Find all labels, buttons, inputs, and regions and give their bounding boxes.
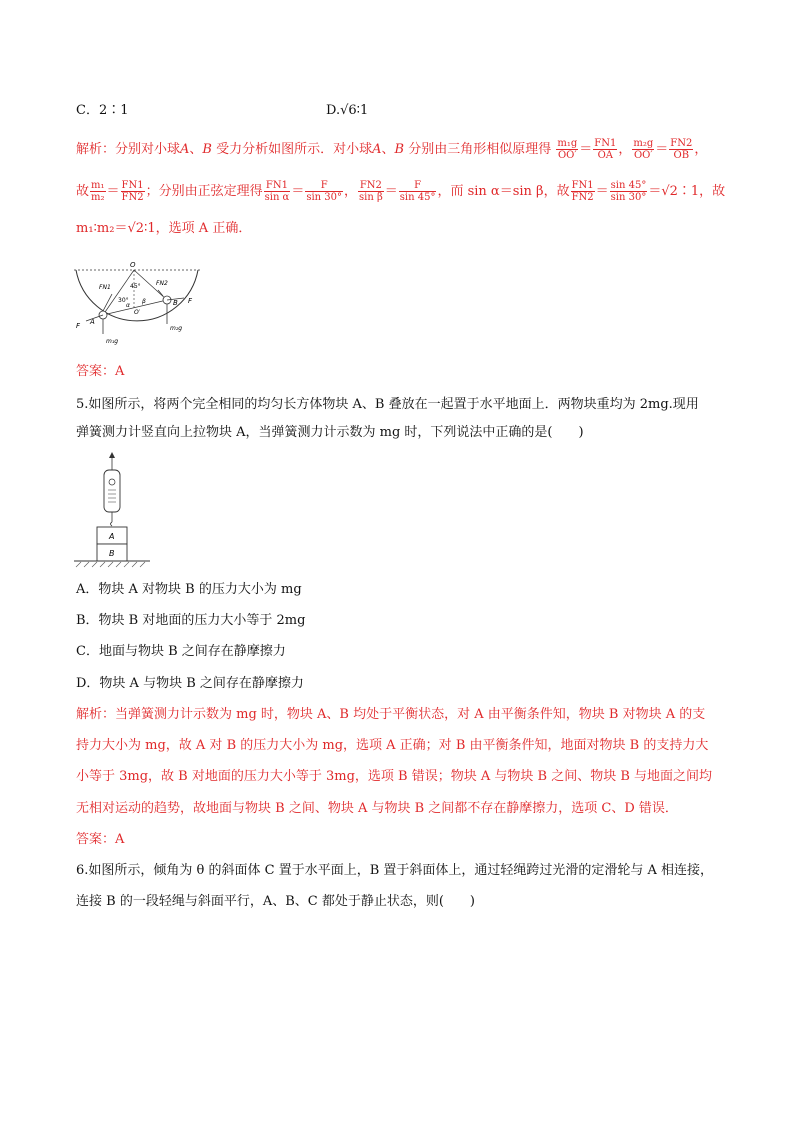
label-block-b: B — [109, 549, 115, 558]
label-beta: β — [142, 298, 146, 305]
q5-option-a: A．物块 A 对物块 B 的压力大小为 mg — [76, 582, 302, 597]
fraction: $\frac{FN1}{\text{sin α}}$ — [264, 180, 290, 203]
label-alpha: α — [126, 302, 130, 309]
label-fn2: FN2 — [156, 280, 168, 287]
label-fn1: FN1 — [99, 284, 111, 291]
fraction: $\frac{FN2}{OB}$ — [670, 138, 693, 161]
option-d-prefix: D. — [326, 103, 341, 118]
q5-option-b: B．物块 B 对地面的压力大小等于 2mg — [76, 613, 306, 628]
option-d-prev — [326, 102, 368, 120]
spring-scale-body — [104, 470, 120, 512]
q5-stem-line2: 弹簧测力计竖直向上拉物块 A，当弹簧测力计示数为 mg 时，下列说法中正确的是( ) — [76, 425, 584, 440]
label-f-left: F — [76, 322, 81, 330]
q5-option-c: C．地面与物块 B 之间存在静摩擦力 — [76, 644, 286, 659]
q5-analysis-line2: 持力大小为 mg，故 A 对 B 的压力大小为 mg，选项 A 正确；对 B 由平衡条件知，地面对物块 B 的支持力大 — [76, 738, 709, 753]
force-fn2 — [158, 290, 163, 296]
label-a: A — [90, 318, 95, 326]
q5-analysis-line4: 无相对运动的趋势，故地面与物块 B 之间、物块 A 与物块 B 之间都不存在静摩擦力，选项 C、D 错误． — [76, 801, 678, 816]
q5-stem-line1: 5.如图所示，将两个完全相同的均匀长方体物块 A、B 叠放在一起置于水平地面上．两物块重均为 2mg.现用 — [76, 397, 699, 412]
fraction: $\frac{F}{\sin 45^\circ}$ — [399, 180, 436, 203]
option-d-suffix: ∶1 — [356, 103, 369, 118]
fraction: $\frac{FN1}{FN2}$ — [121, 180, 144, 203]
fraction: $\frac{F}{\sin 30^\circ}$ — [306, 180, 343, 203]
fraction: $\frac{\text{m₂g}}{OO'}$ — [633, 138, 654, 161]
q4-analysis-line1: 解析：分别对小球A、B 受力分析如图所示．对小球A、B 分别由三角形相似原理得 $\frac{\text{m₁g}}{OO'}$ ＝ $\frac{FN1}{OA}$ ， $\frac{\text{m₂g}}{OO'}$ ＝ $\frac{FN2}{OB}$ ， — [76, 138, 708, 161]
fraction: $\frac{FN1}{FN2}$ — [571, 180, 594, 203]
fraction: $\frac{FN2}{\text{sin β}}$ — [359, 180, 383, 203]
q6-stem-line2: 连接 B 的一段轻绳与斜面平行，A、B、C 都处于静止状态，则( ) — [76, 894, 475, 909]
answer-q5: 答案：A — [76, 832, 125, 847]
label-b: B — [173, 299, 178, 307]
label-f-right: F — [188, 297, 193, 305]
label-o: O — [130, 261, 136, 269]
q5-analysis-line3: 小等于 3mg，故 B 对地面的压力大小等于 3mg，选项 B 错误；物块 A 与物块 B 之间、物块 B 与地面之间均 — [76, 769, 713, 784]
fraction: $\frac{\text{m₁}}{\text{m₂}}$ — [91, 180, 105, 203]
bowl-force-diagram — [72, 258, 202, 348]
answer-q4: 答案：A — [76, 364, 125, 379]
ground-hatch — [76, 562, 145, 567]
label-30: 30° — [118, 297, 129, 304]
label-m1g: m₁g — [106, 338, 119, 345]
fraction: $\frac{\sin 45^\circ}{\sin 30^\circ}$ — [610, 180, 647, 203]
spring-scale-diagram — [72, 452, 152, 572]
label-oprime: O′ — [134, 309, 141, 316]
q6-stem-line1: 6.如图所示，倾角为 θ 的斜面体 C 置于水平面上，B 置于斜面体上，通过轻绳跨过光滑的定滑轮与 A 相连接， — [76, 863, 714, 878]
label-m2g: m₂g — [170, 325, 183, 332]
option-c-prev: C．2∶1 — [76, 103, 129, 118]
q4-analysis-line2: 故 $\frac{\text{m₁}}{\text{m₂}}$ ＝ $\frac{FN1}{FN2}$ ；分别由正弦定理得 $\frac{FN1}{\text{sin α}}$ ＝ $\frac{F}{\sin 30^\circ}$ ， $\frac{FN2}{\text{sin β}}$ ＝ $\frac{F}{\sin 45^\circ}$ ，而 sin α＝sin β，故 $\frac{FN1}{FN2}$ ＝ $\frac{\sin 45^\circ}{\sin 30^\circ}$ ＝√2∶1，故 — [76, 180, 726, 203]
fraction: $\frac{FN1}{OA}$ — [594, 138, 617, 161]
option-d-radical: √6 — [340, 103, 357, 118]
pull-arrow-head — [109, 452, 115, 458]
q5-analysis-line1: 解析：当弹簧测力计示数为 mg 时，物块 A、B 均处于平衡状态，对 A 由平衡条件知，物块 B 对物块 A 的支 — [76, 707, 706, 722]
label-45: 45° — [130, 283, 141, 290]
label-block-a: A — [109, 532, 115, 541]
q5-option-d: D．物块 A 与物块 B 之间存在静摩擦力 — [76, 676, 304, 691]
q4-analysis-line3: m₁∶m₂＝√2∶1，选项 A 正确． — [76, 221, 252, 236]
fraction: $\frac{\text{m₁g}}{OO'}$ — [557, 138, 578, 161]
